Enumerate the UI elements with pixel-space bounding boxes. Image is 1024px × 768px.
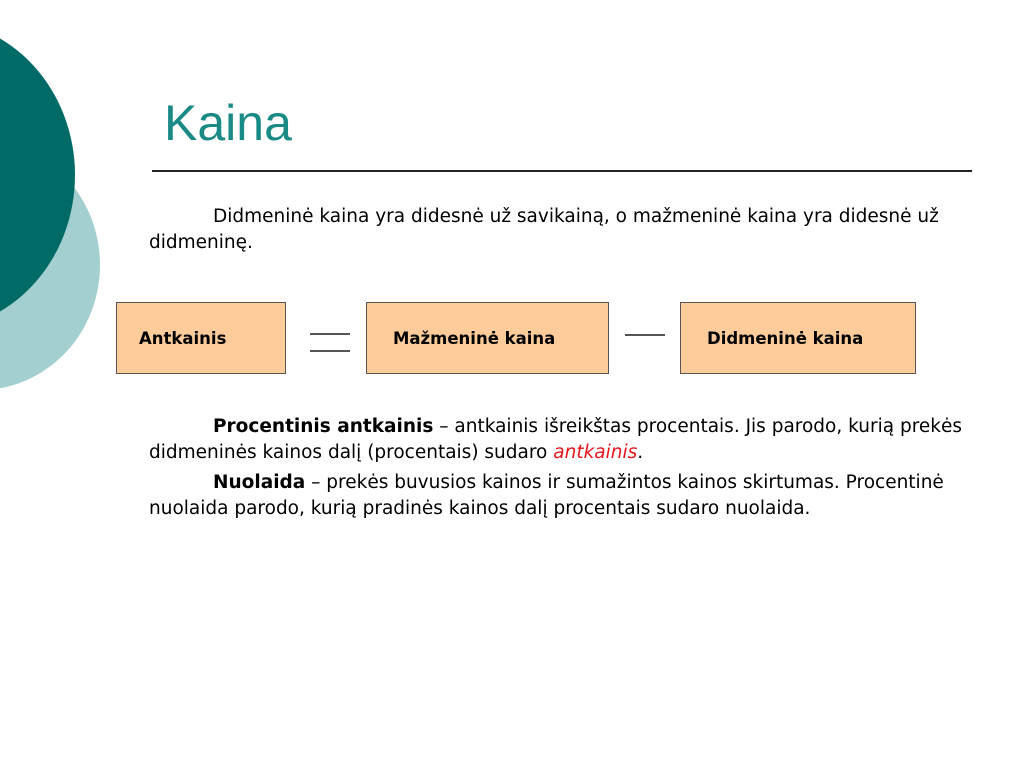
minus-sign (625, 334, 665, 336)
sentence-end: . (637, 442, 644, 463)
slide-title: Kaina (164, 95, 292, 151)
paragraph-price-relation (149, 204, 969, 256)
definition-text: – antkainis išreikštas procentais. Jis parodo, kurią prekės didmeninės kainos dalį (procentais) sudaro (149, 416, 963, 463)
highlight-word: antkainis (553, 442, 638, 463)
equals-sign-bottom (310, 350, 350, 352)
diagram-box-wholesale-price: Didmeninė kaina (680, 302, 916, 374)
diagram-box-antkainis: Antkainis (116, 302, 286, 374)
term-percent-markup: Procentinis antkainis (213, 416, 434, 437)
paragraph-discount (149, 470, 969, 522)
term-discount: Nuolaida (213, 472, 306, 493)
equals-sign-top (310, 333, 350, 335)
title-divider (152, 170, 972, 172)
definition-text: – prekės buvusios kainos ir sumažintos kainos skirtumas. Procentinė nuolaida parodo, kurią pradinės kainos dalį procentais sudaro nuolaida. (149, 472, 944, 519)
diagram-box-retail-price: Mažmeninė kaina (366, 302, 609, 374)
paragraph-percent-markup (149, 414, 969, 466)
paragraph-text: Didmeninė kaina yra didesnė už savikainą, o mažmeninė kaina yra didesnė už didmeninę. (149, 206, 939, 253)
